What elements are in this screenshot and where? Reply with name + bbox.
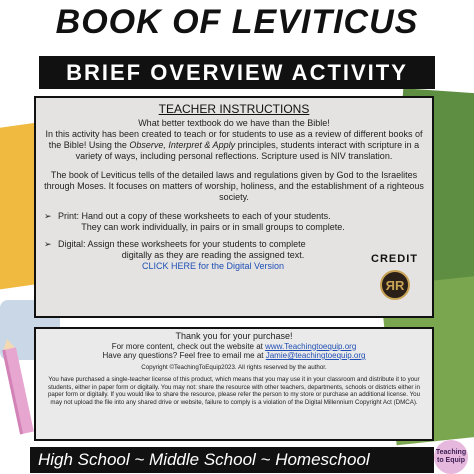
instructions-heading: TEACHER INSTRUCTIONS (158, 102, 310, 116)
email-link[interactable]: Jamie@teachingtoequip.org (265, 351, 366, 360)
subtitle-banner: BRIEF OVERVIEW ACTIVITY (39, 56, 435, 89)
arrow-bullet-icon: ➢ (44, 239, 52, 249)
teacher-instructions-panel (34, 96, 434, 318)
email-prefix: Have any questions? Feel free to email me at (102, 351, 264, 360)
arrow-bullet-icon: ➢ (44, 211, 52, 221)
print-instruction (44, 211, 368, 233)
digital-line-2: digitally as they are reading the assigned text. (121, 250, 305, 260)
page-title: BOOK OF LEVITICUS (55, 3, 419, 41)
audience-banner: High School ~ Middle School ~ Homeschool (30, 447, 434, 473)
license-text: You have purchased a single-teacher license of this product, which means that you may use it in your classroom and distribute it to your students, either in paper form or digitally. You may not: share the resource with other teachers, departments, schools or districts either in paper form or digitally. If you would like to share the resource, please refer the person to my store or purchase an additional license. You may not upload the file into any shared drive or website, failure to comply is a violation of the Digital Millennium Copyright Act (DMCA). (47, 376, 421, 406)
intro-italic: Observe, Interpret & Apply (129, 140, 236, 150)
brand-logo: Teaching to Equip (434, 440, 468, 474)
digital-line-1: Digital: Assign these worksheets for your students to complete (58, 239, 306, 249)
leviticus-summary: The book of Leviticus tells of the detailed laws and regulations given by God to the Israelites through Moses. It focuses on matters of worship, holiness, and the establishment of a righteous society. (44, 170, 424, 202)
thank-you-panel (34, 327, 434, 441)
credit-logo-icon: ЯR (380, 270, 410, 300)
email-line (42, 351, 426, 361)
intro-line-3: principles, students interact with scripture in a variety of ways, including personal reflections. Scripture used is NIV translation. (75, 140, 420, 161)
intro-line-1: What better textbook do we have than the Bible! (138, 118, 330, 128)
intro-line-2: In this activity has been created to teach or for students to use as a review of different books of the Bible! Using the (45, 129, 423, 150)
website-link[interactable]: www.Teachingtoequip.org (265, 341, 357, 351)
print-line-2: They can work individually, in pairs or in small groups to complete. (81, 222, 345, 232)
digital-instruction (44, 239, 368, 272)
copyright-line: Copyright ©TeachingToEquip2023. All rights reserved by the author. (141, 363, 327, 371)
website-line (42, 342, 426, 352)
digital-version-link[interactable]: CLICK HERE for the Digital Version (141, 261, 285, 271)
thank-you-line: Thank you for your purchase! (175, 331, 293, 341)
credit-label: CREDIT (371, 253, 418, 265)
instructions-intro (44, 118, 424, 162)
print-line-1: Print: Hand out a copy of these worksheets to each of your students. (58, 211, 331, 221)
website-prefix: For more content, check out the website at (111, 341, 263, 351)
